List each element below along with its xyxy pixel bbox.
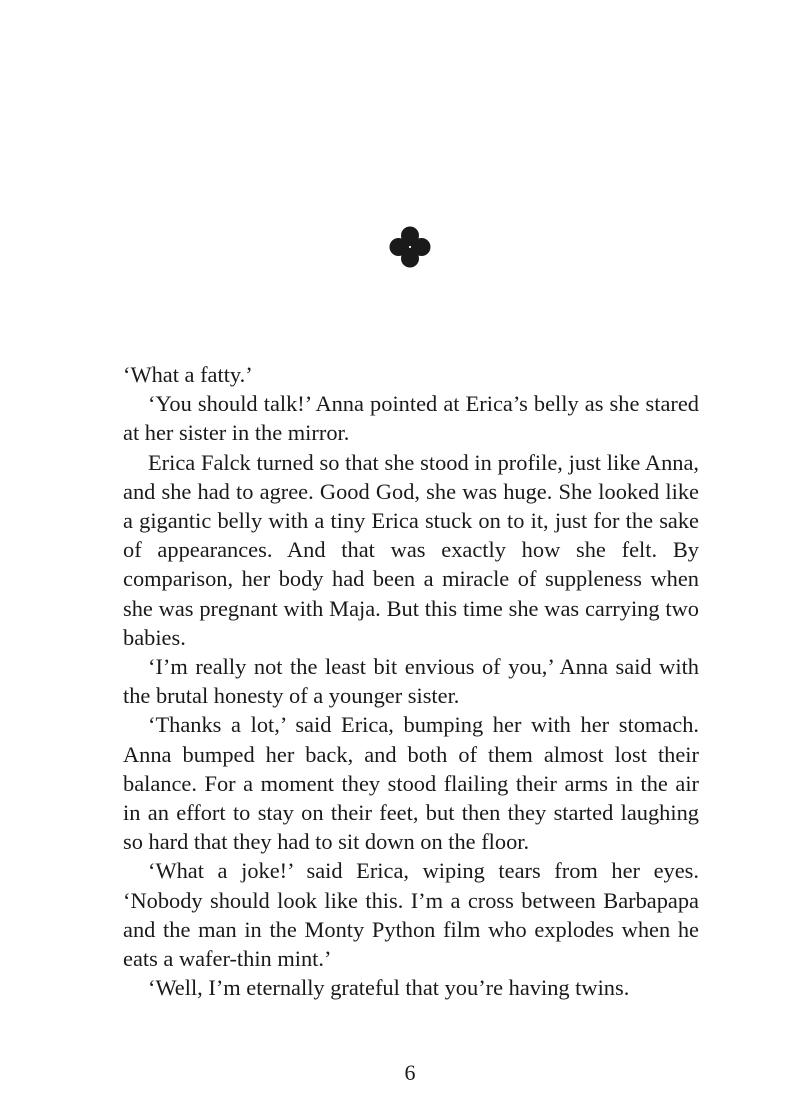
page-number: 6 [404, 1060, 416, 1085]
quatrefoil-icon [389, 226, 431, 268]
paragraph: ‘Thanks a lot,’ said Erica, bumping her with her stomach. Anna bumped her back, and both of them almost lost their balance. For a moment they stood flailing their arms in the air in an effort to stay on their feet, but then they started laughing so hard that they had to sit down on the floor. [123, 712, 699, 855]
paragraph: ‘You should talk!’ Anna pointed at Erica’s belly as she stared at her sister in the mirror. [123, 391, 699, 446]
paragraph: ‘I’m really not the least bit envious of you,’ Anna said with the brutal honesty of a younger sister. [123, 654, 699, 709]
paragraph: ‘What a joke!’ said Erica, wiping tears from her eyes. ‘Nobody should look like this. I’m a cross between Barbapapa and the man in the Monty Python film who explodes when he eats a wafer-thin mint.’ [123, 858, 699, 972]
paragraph: ‘What a fatty.’ [123, 362, 253, 387]
paragraph: ‘Well, I’m eternally grateful that you’re having twins. [148, 975, 630, 1001]
body-text [123, 360, 699, 1002]
paragraph: Erica Falck turned so that she stood in profile, just like Anna, and she had to agree. Good God, she was huge. She looked like a gigantic belly with a tiny Erica stuck on to it, just for the sake of appearances. And that was exactly how she felt. By comparison, her body had been a miracle of suppleness when she was pregnant with Maja. But this time she was carrying two babies. [123, 449, 699, 650]
